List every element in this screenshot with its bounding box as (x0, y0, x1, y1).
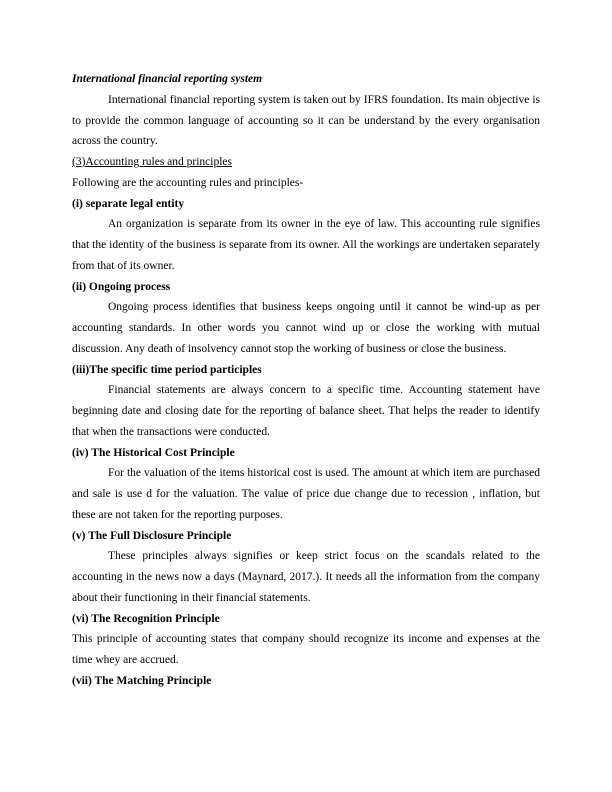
section-heading: (3)Accounting rules and principles (72, 156, 232, 168)
principle-text-historical-cost: For the valuation of the items historical cost is used. The amount at which item are purchased and sale is use d for the valuation. The value of price due change due to recession , inflation, but these are not taken for the reporting purposes. (72, 467, 540, 521)
intro-paragraph: International financial reporting system is taken out by IFRS foundation. Its main objective is to provide the common language of accounting so it can be understand by the every organisation across the country. (72, 93, 540, 148)
principle-heading-matching: (vii) The Matching Principle (72, 674, 212, 687)
document-title: International financial reporting system (72, 73, 263, 85)
principle-text-time-period: Financial statements are always concern to a specific time. Accounting statement have beginning date and closing date for the reporting of balance sheet. That helps the reader to identify that when the transactions were conducted. (72, 384, 540, 438)
principle-text-ongoing-process: Ongoing process identifies that business keeps ongoing until it cannot be wind-up as per accounting standards. In other words you cannot wind up or close the working with mutual discussion. Any death of insolvency cannot stop the working of business or close the business. (72, 301, 540, 355)
principle-text-separate-legal-entity: An organization is separate from its owner in the eye of law. This accounting rule signifies that the identity of the business is separate from its owner. All the workings are undertaken separately from that of its owner. (72, 218, 540, 272)
document-page (72, 69, 540, 692)
principle-text-full-disclosure: These principles always signifies or keep strict focus on the scandals related to the accounting in the news now a days (Maynard, 2017.). It needs all the information from the company about their functioning in their financial statements. (72, 550, 540, 604)
principle-heading-ongoing-process: (ii) Ongoing process (72, 280, 171, 293)
principle-heading-historical-cost: (iv) The Historical Cost Principle (72, 446, 235, 459)
principle-heading-recognition: (vi) The Recognition Principle (72, 612, 220, 625)
section-lead: Following are the accounting rules and principles- (72, 176, 304, 189)
principle-heading-time-period: (iii)The specific time period participles (72, 363, 262, 376)
principle-text-recognition: This principle of accounting states that company should recognize its income and expenses at the time whey are accrued. (72, 633, 540, 666)
principle-heading-separate-legal-entity: (i) separate legal entity (72, 197, 185, 210)
principle-heading-full-disclosure: (v) The Full Disclosure Principle (72, 529, 232, 542)
